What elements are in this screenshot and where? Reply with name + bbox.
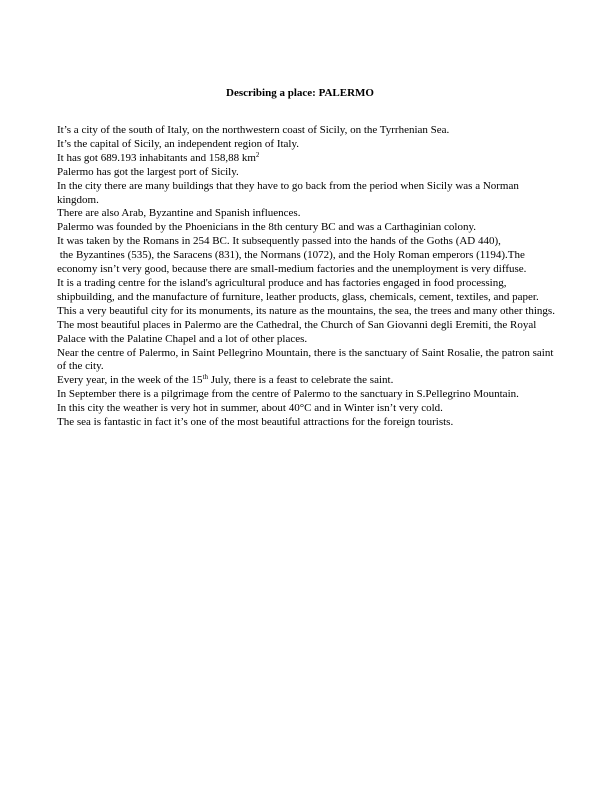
paragraph-feast: Every year, in the week of the 15th July, there is a feast to celebrate the saint.: [57, 373, 394, 387]
document-body: [57, 124, 557, 430]
paragraph-trade: It is a trading centre for the island's agricultural produce and has factories engaged in food processing, shipbuilding, and the manufacture of furniture, leather products, glass, chemicals, cement, textiles, and paper.: [57, 276, 539, 303]
paragraph-influences: There are also Arab, Byzantine and Spanish influences.: [57, 207, 301, 220]
paragraph-capital: It’s the capital of Sicily, an independent region of Italy.: [57, 137, 300, 150]
paragraph-beauty: This a very beautiful city for its monuments, its nature as the mountains, the sea, the trees and many other things.: [57, 304, 555, 317]
paragraph-history-economy: the Byzantines (535), the Saracens (831), the Normans (1072), and the Holy Roman emperors (1194).The economy isn’t very good, because there are small-medium factories and the unemployment is very diffuse.: [57, 249, 528, 276]
paragraph-pilgrimage: In September there is a pilgrimage from the centre of Palermo to the sanctuary in S.Pellegrino Mountain.: [57, 388, 519, 401]
superscript-squared: 2: [255, 150, 260, 159]
paragraph-founding: Palermo was founded by the Phoenicians in the 8th century BC and was a Carthaginian colony.: [57, 221, 477, 234]
paragraph-romans: It was taken by the Romans in 254 BC. It subsequently passed into the hands of the Goths (AD 440),: [57, 235, 501, 248]
paragraph-population: It has got 689.193 inhabitants and 158,88 $km^2$: [57, 150, 260, 164]
page-title: Describing a place: PALERMO: [226, 87, 374, 99]
paragraph-weather: In this city the weather is very hot in summer, about 40°C and in Winter isn’t very cold.: [57, 402, 443, 415]
paragraph-sanctuary: Near the centre of Palermo, in Saint Pellegrino Mountain, there is the sanctuary of Saint Rosalie, the patron saint of the city.: [57, 346, 554, 373]
paragraph-buildings: In the city there are many buildings that they have to go back from the period when Sicily was a Norman kingdom.: [57, 179, 519, 206]
paragraph-location: It’s a city of the south of Italy, on the northwestern coast of Sicily, on the Tyrrhenian Sea.: [57, 124, 450, 136]
paragraph-port: Palermo has got the largest port of Sicily.: [57, 165, 239, 178]
paragraph-sea: The sea is fantastic in fact it’s one of the most beautiful attractions for the foreign tourists.: [57, 416, 454, 429]
paragraph-places: The most beautiful places in Palermo are the Cathedral, the Church of San Giovanni degli Eremiti, the Royal Palace with the Palatine Chapel and a lot of other places.: [57, 318, 537, 345]
superscript-th: th: [202, 373, 209, 382]
